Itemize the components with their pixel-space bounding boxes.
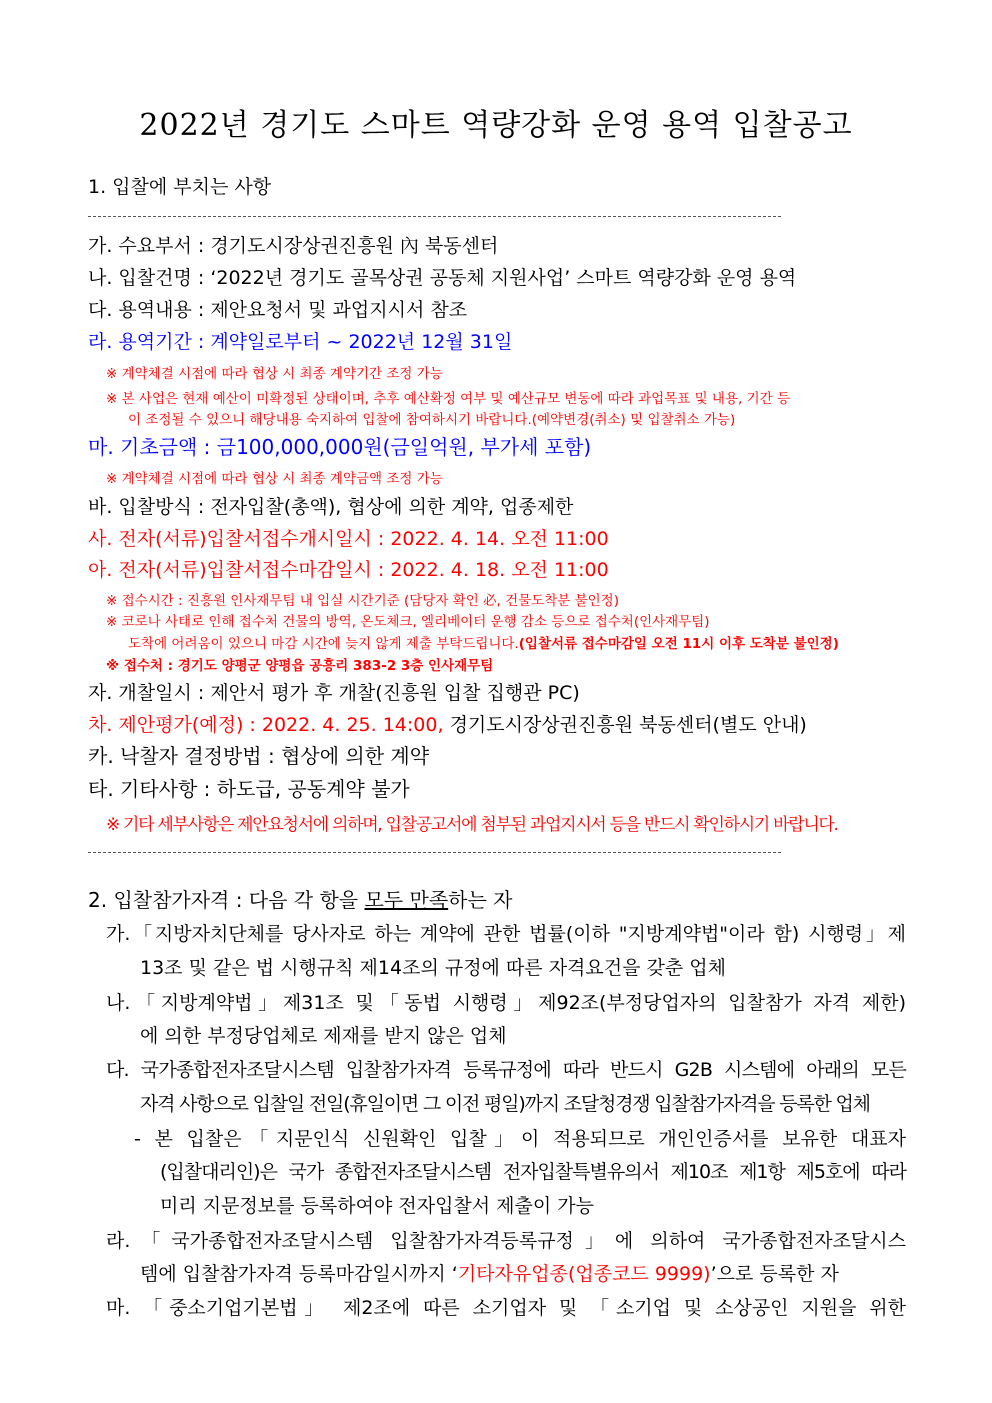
item-cha-location: 경기도시장상권진흥원 북동센터(별도 안내) (449, 714, 807, 736)
item-ja: 자. 개찰일시 : 제안서 평가 후 개찰(진흥원 입찰 집행관 PC) (88, 682, 580, 704)
item-na: 나. 입찰건명 : ‘2022년 경기도 골목상권 공동체 지원사업’ 스마트 역량강화 운영 용역 (88, 267, 797, 289)
s2-item-da-sub-line3: 미리 지문정보를 등록하여야 전자입찰서 제출이 가능 (160, 1195, 594, 1217)
item-ma: 마. 기초금액 : 금100,000,000원(금일억원, 부가세 포함) (88, 435, 592, 459)
item-cha-schedule: 차. 제안평가(예정) : 2022. 4. 25. 14:00, (88, 714, 450, 736)
s2-item-da-line1: 다. 국가종합전자조달시스템 입찰참가자격 등록규정에 따라 반드시 G2B 시스템에 아래의 모든 (106, 1059, 906, 1081)
item-ga: 가. 수요부서 : 경기도시장상권진흥원 內 북동센터 (88, 235, 499, 257)
item-da: 다. 용역내용 : 제안요청서 및 과업지시서 참조 (88, 299, 468, 321)
section2-heading-underlined: 모두 만족 (364, 888, 449, 912)
item-ka: 카. 낙찰자 결정방법 : 협상에 의한 계약 (88, 744, 430, 768)
s2-item-da-sub-line1: - 본 입찰은「지문인식 신원확인 입찰」이 적용되므로 개인인증서를 보유한 대표자 (134, 1128, 906, 1150)
s2-item-ga-line1: 가.「지방자치단체를 당사자로 하는 계약에 관한 법률(이하 "지방계약법"이라 함) 시행령」제 (106, 923, 906, 945)
s2-item-ra-line1: 라.「국가종합전자조달시스템 입찰참가자격등록규정」에 의하여 국가종합전자조달시스 (106, 1230, 906, 1252)
item-ta: 타. 기타사항 : 하도급, 공동계약 불가 (88, 777, 410, 801)
s2-item-ra-line2 (140, 1261, 839, 1287)
item-ma-note: ※ 계약체결 시점에 따라 협상 시 최종 계약금액 조정 가능 (106, 471, 443, 487)
dashed-divider (88, 216, 781, 217)
s2-item-ra-tail: ’으로 등록한 자 (710, 1263, 839, 1285)
s2-item-da-sub-line2: (입찰대리인)은 국가 종합전자조달시스템 전자입찰특별유의서 제10조 제1항 제5호에 따라 (160, 1161, 906, 1183)
s2-item-ma-line1: 마. 「중소기업기본법」 제2조에 따른 소기업자 및 「소기업 및 소상공인 지원을 위한 (106, 1297, 906, 1319)
item-ra-note1: ※ 계약체결 시점에 따라 협상 시 최종 계약기간 조정 가능 (106, 366, 443, 382)
document-title: 2022년 경기도 스마트 역량강화 운영 용역 입찰공고 (139, 108, 853, 143)
item-a-note4: ※ 접수처 : 경기도 양평군 양평읍 공흥리 383-2 3층 인사재무팀 (106, 658, 494, 674)
s2-item-ra-business-code: 기타자유업종(업종코드 9999) (457, 1263, 711, 1285)
item-ra-note2-line2: 이 조정될 수 있으니 해당내용 숙지하여 입찰에 참여하시기 바랍니다.(예약변경(취소) 및 입찰취소 가능) (128, 412, 736, 428)
item-sa: 사. 전자(서류)입찰서접수개시일시 : 2022. 4. 14. 오전 11:00 (88, 528, 609, 550)
item-ta-note: ※ 기타 세부사항은 제안요청서에 의하며, 입찰공고서에 첨부된 과업지시서 등을 반드시 확인하시기 바랍니다. (106, 815, 838, 835)
item-cha (88, 712, 807, 738)
section2-heading (88, 887, 512, 913)
item-a-note2: ※ 코로나 사태로 인해 접수처 건물의 방역, 온도체크, 엘리베이터 운행 감소 등으로 접수처(인사재무팀) (106, 614, 710, 630)
item-a-note3 (128, 634, 839, 654)
section2-heading-text: 2. 입찰참가자격 : 다음 각 항을 (88, 888, 365, 912)
item-ra-note2-line1: ※ 본 사업은 현재 예산이 미확정된 상태이며, 추후 예산확정 여부 및 예산규모 변동에 따라 과업목표 및 내용, 기간 등 (106, 391, 790, 407)
section1-heading: 1. 입찰에 부치는 사항 (88, 176, 272, 198)
section2-heading-tail: 하는 자 (448, 888, 513, 912)
item-a: 아. 전자(서류)입찰서접수마감일시 : 2022. 4. 18. 오전 11:00 (88, 559, 609, 581)
s2-item-da-line2: 자격 사항으로 입찰일 전일(휴일이면 그 이전 평일)까지 조달청경쟁 입찰참가자격을 등록한 업체 (140, 1093, 870, 1115)
s2-item-ga-line2: 13조 및 같은 법 시행규칙 제14조의 규정에 따른 자격요건을 갖춘 업체 (140, 957, 726, 979)
item-ba: 바. 입찰방식 : 전자입찰(총액), 협상에 의한 계약, 업종제한 (88, 496, 574, 518)
s2-item-na-line2: 에 의한 부정당업체로 제재를 받지 않은 업체 (140, 1025, 507, 1047)
item-a-note1: ※ 접수시간 : 진흥원 인사재무팀 내 입실 시간기준 (담당자 확인 必, 건물도착분 불인정) (106, 593, 619, 609)
dashed-divider (88, 852, 781, 853)
item-a-note3-text: 도착에 어려움이 있으니 마감 시간에 늦지 않게 제출 부탁드립니다. (128, 636, 519, 652)
s2-item-ra-text: 템에 입찰참가자격 등록마감일시까지 ‘ (140, 1263, 458, 1285)
item-a-note3-bold: (입찰서류 접수마감일 오전 11시 이후 도착분 불인정) (518, 636, 839, 652)
s2-item-na-line1: 나.「지방계약법」제31조 및「동법 시행령」제92조(부정당업자의 입찰참가 자격 제한) (106, 992, 906, 1014)
item-ra: 라. 용역기간 : 계약일로부터 ~ 2022년 12월 31일 (88, 331, 513, 353)
